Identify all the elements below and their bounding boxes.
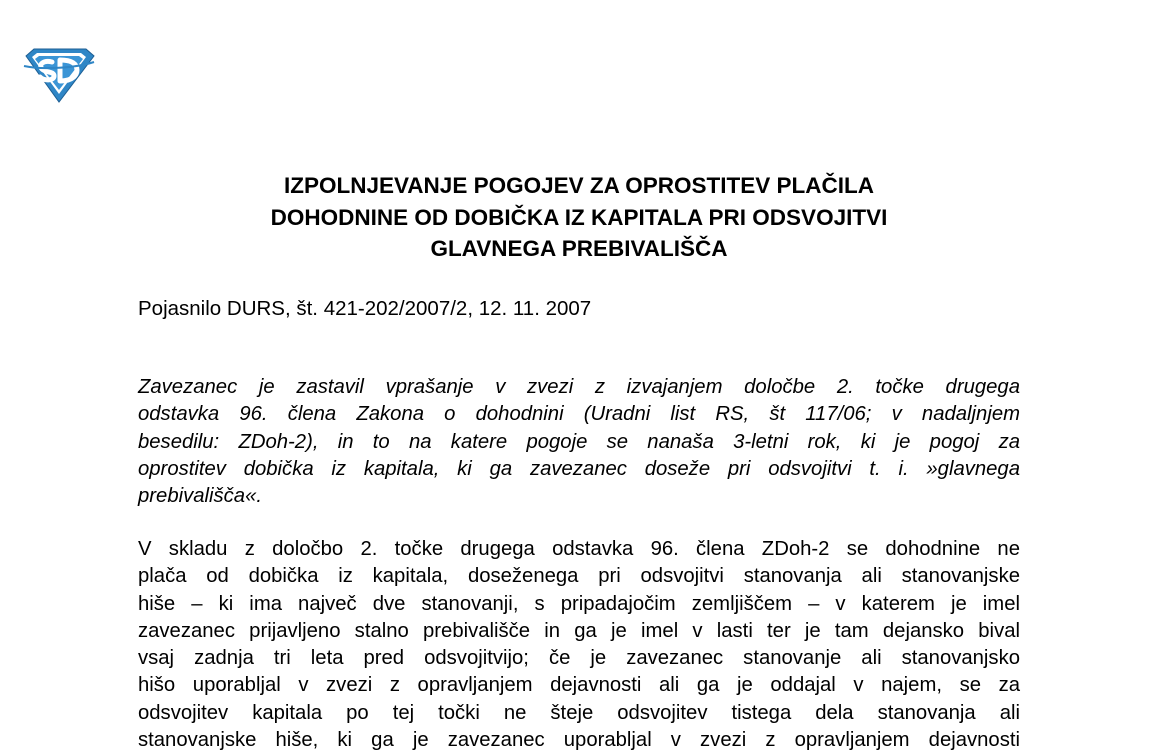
title-line: GLAVNEGA PREBIVALIŠČA xyxy=(430,236,728,261)
paragraph-line: zavezanec prijavljeno stalno prebivališče in ga je imel v lasti ter je tam dejansko bival xyxy=(138,619,1020,642)
paragraph-line: besedilu: ZDoh-2), in to na katere pogoje se nanaša 3-letni rok, ki je pogoj za xyxy=(138,430,1020,453)
paragraph-line: vsaj zadnja tri leta pred odsvojitvijo; če je zavezanec stanovanje ali stanovanjsko xyxy=(138,647,1020,670)
paragraph-line: stanovanjske hiše, ki ga je zavezanec uporabljal v zvezi z opravljanjem dejavnosti xyxy=(138,729,1020,752)
paragraph-line: oprostitev dobička iz kapitala, ki ga zavezanec doseže pri odsvojitvi t. i. »glavnega xyxy=(138,457,1020,480)
document-title xyxy=(138,170,1020,265)
paragraph-line: Zavezanec je zastavil vprašanje v zvezi z izvajanjem določbe 2. točke drugega xyxy=(138,376,1020,398)
paragraph-line: odsvojitev kapitala po tej točki ne šteje odsvojitev tistega dela stanovanja ali xyxy=(138,701,1020,724)
question-paragraph xyxy=(138,374,1020,510)
paragraph-line: odstavka 96. člena Zakona o dohodnini (Uradni list RS, št 117/06; v nadaljnjem xyxy=(138,403,1020,426)
paragraph-line: plača od dobička iz kapitala, doseženega pri odsvojitvi stanovanja ali stanovanjske xyxy=(138,565,1020,588)
sd-logo xyxy=(22,48,96,104)
title-line: DOHODNINE OD DOBIČKA IZ KAPITALA PRI ODSVOJITVI xyxy=(270,204,888,230)
paragraph-line: prebivališča«. xyxy=(138,485,263,508)
paragraph-line: hišo uporabljal v zvezi z opravljanjem dejavnosti ali ga je oddajal v najem, se za xyxy=(138,674,1020,697)
answer-paragraph xyxy=(138,536,1020,754)
paragraph-line: hiše – ki ima največ dve stanovanji, s pripadajočim zemljiščem – v katerem je imel xyxy=(138,592,1020,615)
reference-line: Pojasnilo DURS, št. 421-202/2007/2, 12. 11. 2007 xyxy=(138,297,592,320)
title-line: IZPOLNJEVANJE POGOJEV ZA OPROSTITEV PLAČILA xyxy=(283,173,875,198)
paragraph-line: V skladu z določbo 2. točke drugega odstavka 96. člena ZDoh-2 se dohodnine ne xyxy=(138,538,1020,560)
